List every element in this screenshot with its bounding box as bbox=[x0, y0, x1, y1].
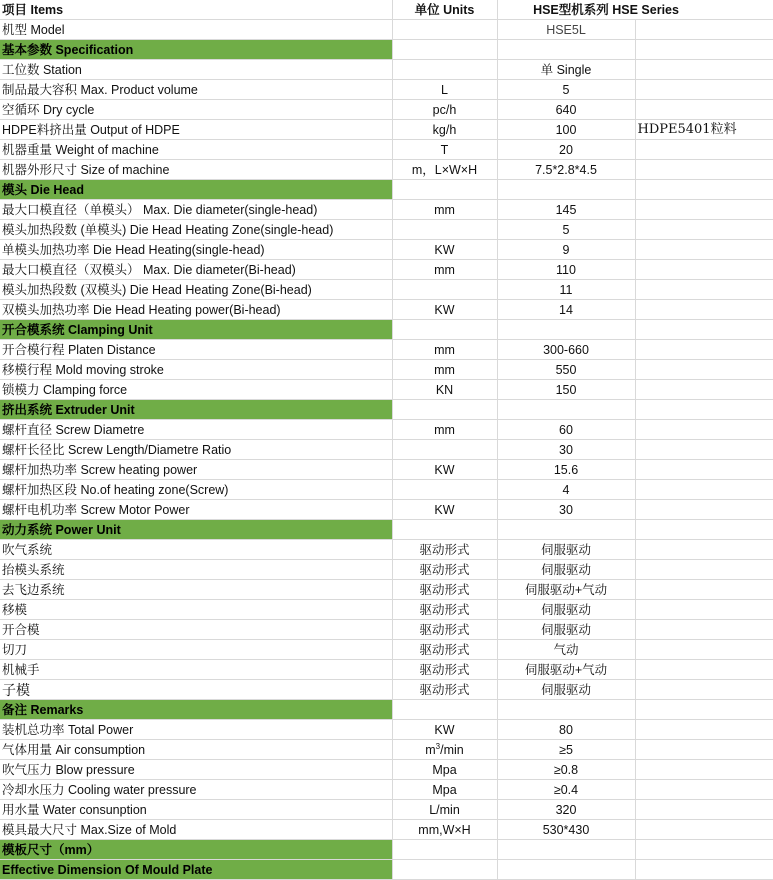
table-row: 模头加热段数 (单模头) Die Head Heating Zone(single-head) 5 bbox=[0, 220, 773, 240]
table-row: 开合模 驱动形式 伺服驱动 bbox=[0, 620, 773, 640]
hdpe-note: HDPE5401粒料 bbox=[635, 120, 773, 140]
section-remarks: 备注 Remarks bbox=[0, 700, 773, 720]
header-row bbox=[0, 0, 773, 20]
table-row: 模头加热段数 (双模头) Die Head Heating Zone(Bi-head) 11 bbox=[0, 280, 773, 300]
table-row: 锁模力 Clamping force KN 150 bbox=[0, 380, 773, 400]
model-value: HSE5L bbox=[497, 20, 635, 40]
table-row: 移模行程 Mold moving stroke mm 550 bbox=[0, 360, 773, 380]
table-row: 子模 驱动形式 伺服驱动 bbox=[0, 680, 773, 700]
table-row: 开合模行程 Platen Distance mm 300-660 bbox=[0, 340, 773, 360]
table-row: 工位数 Station 单 Single bbox=[0, 60, 773, 80]
table-row: 最大口模直径（单模头） Max. Die diameter(single-head) mm 145 bbox=[0, 200, 773, 220]
table-row: 螺杆电机功率 Screw Motor Power KW 30 bbox=[0, 500, 773, 520]
table-row: 螺杆直径 Screw Diametre mm 60 bbox=[0, 420, 773, 440]
section-clamp: 开合模系统 Clamping Unit bbox=[0, 320, 773, 340]
section-mould-plate: 模板尺寸（mm） bbox=[0, 840, 773, 860]
table-row: 机械手 驱动形式 伺服驱动+气动 bbox=[0, 660, 773, 680]
section-spec: 基本参数 Specification bbox=[0, 40, 773, 60]
table-row: 冷却水压力 Cooling water pressure Mpa ≥0.4 bbox=[0, 780, 773, 800]
table-row: 单模头加热功率 Die Head Heating(single-head) KW 9 bbox=[0, 240, 773, 260]
table-row: 抬模头系统 驱动形式 伺服驱动 bbox=[0, 560, 773, 580]
table-row: 移模 驱动形式 伺服驱动 bbox=[0, 600, 773, 620]
table-row: 装机总功率 Total Power KW 80 bbox=[0, 720, 773, 740]
section-power: 动力系统 Power Unit bbox=[0, 520, 773, 540]
table-row: HDPE料挤出量 Output of HDPE kg/h 100 HDPE5401粒料 bbox=[0, 120, 773, 140]
header-item: 项目 Items bbox=[0, 0, 392, 20]
table-row: 机器外形尺寸 Size of machine m，L×W×H 7.5*2.8*4.5 bbox=[0, 160, 773, 180]
section-extruder: 挤出系统 Extruder Unit bbox=[0, 400, 773, 420]
table-row: 制品最大容积 Max. Product volume L 5 bbox=[0, 80, 773, 100]
section-mould-plate-en: Effective Dimension Of Mould Plate bbox=[0, 860, 773, 880]
table-row: 螺杆长径比 Screw Length/Diametre Ratio 30 bbox=[0, 440, 773, 460]
table-row: 气体用量 Air consumption $m^3/\min$ ≥5 bbox=[0, 740, 773, 760]
table-row: 最大口模直径（双模头） Max. Die diameter(Bi-head) mm 110 bbox=[0, 260, 773, 280]
model-label: 机型 Model bbox=[0, 20, 392, 40]
table-row: 用水量 Water consunption L/min 320 bbox=[0, 800, 773, 820]
header-unit: 单位 Units bbox=[392, 0, 497, 20]
table-row: 模具最大尺寸 Max.Size of Mold mm,W×H 530*430 bbox=[0, 820, 773, 840]
table-row: 去飞边系统 驱动形式 伺服驱动+气动 bbox=[0, 580, 773, 600]
header-series: HSE型机系列 HSE Series bbox=[497, 0, 773, 20]
table-row: 螺杆加热功率 Screw heating power KW 15.6 bbox=[0, 460, 773, 480]
table-row: 空循环 Dry cycle pc/h 640 bbox=[0, 100, 773, 120]
air-unit: $m^3/\min$ bbox=[392, 740, 497, 760]
table-row: 双模头加热功率 Die Head Heating power(Bi-head) KW 14 bbox=[0, 300, 773, 320]
table-row: 吹气系统 驱动形式 伺服驱动 bbox=[0, 540, 773, 560]
table-row: 切刀 驱动形式 气动 bbox=[0, 640, 773, 660]
table-row: 吹气压力 Blow pressure Mpa ≥0.8 bbox=[0, 760, 773, 780]
model-row bbox=[0, 20, 773, 40]
table-row: 机器重量 Weight of machine T 20 bbox=[0, 140, 773, 160]
section-die: 模头 Die Head bbox=[0, 180, 773, 200]
table-row: 螺杆加热区段 No.of heating zone(Screw) 4 bbox=[0, 480, 773, 500]
